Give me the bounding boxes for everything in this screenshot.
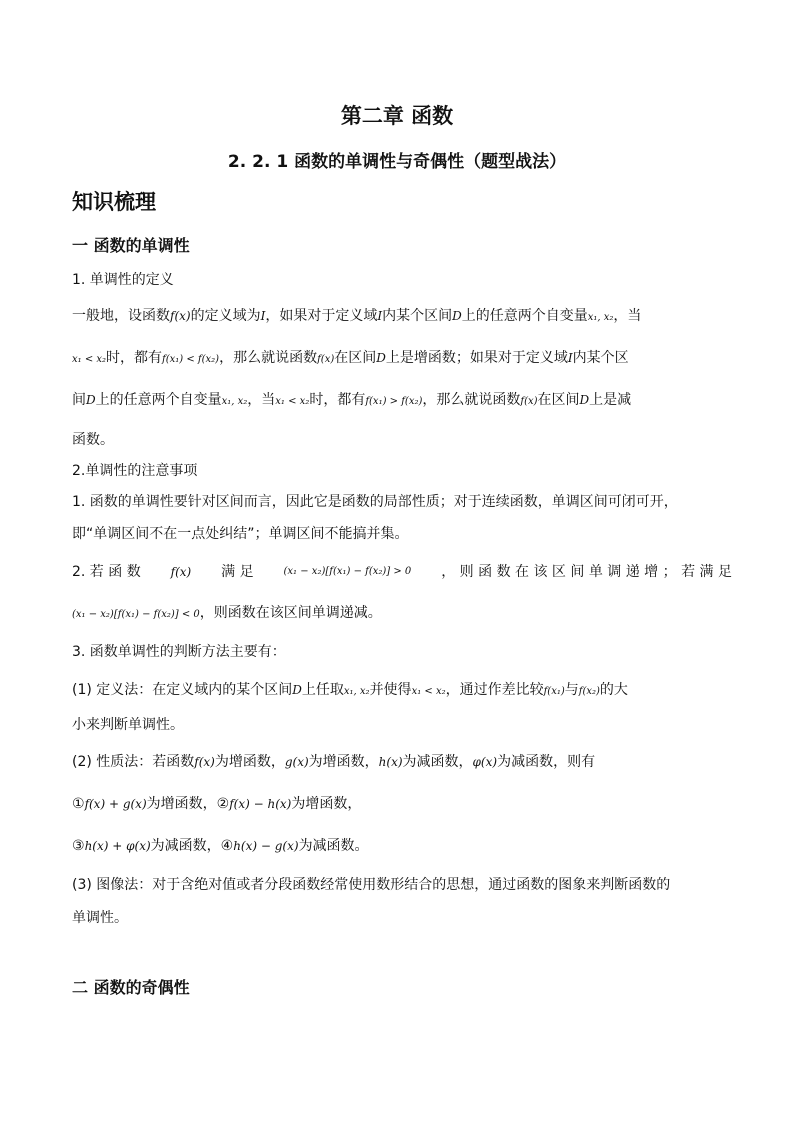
text: (1) 定义法：在定义域内的某个区间	[72, 682, 293, 698]
math-expression: f(x) + g(x)	[84, 797, 147, 811]
text: 的定义域为	[190, 308, 261, 324]
text: 满 足	[221, 564, 254, 580]
math-expression: h(x) − g(x)	[233, 839, 299, 853]
text: ③	[72, 838, 85, 854]
math-expression: f(x) − h(x)	[229, 797, 292, 811]
method-graph-line-1: (3) 图像法：对于含绝对值或者分段函数经常使用数形结合的思想，通过函数的图象来判断函数的	[72, 877, 671, 893]
math-expression: I	[377, 309, 383, 323]
text: 在区间	[334, 350, 377, 366]
definition-line-1	[72, 306, 641, 328]
text: 为减函数。	[298, 838, 369, 854]
text: 为增函数，	[291, 796, 362, 812]
note-2-line-2	[72, 603, 382, 625]
math-expression: f(x₁)	[543, 686, 565, 697]
text: ，那么就说函数	[219, 350, 318, 366]
note-1-line-2: 即“单调区间不在一点处纠结”；单调区间不能搞并集。	[72, 526, 409, 542]
math-expression: x₁ < x₂	[411, 686, 446, 697]
text: 为减函数，则有	[497, 754, 596, 770]
math-expression: f(x₁) > f(x₂)	[365, 396, 423, 407]
text: 间	[72, 392, 86, 408]
definition-line-2	[72, 348, 629, 370]
text: 上任取	[301, 682, 344, 698]
text: 上是减	[589, 392, 632, 408]
text: ， 则 函 数 在 该 区 间 单 调 递 增 ； 若 满 足	[441, 564, 732, 580]
math-expression: x₁, x₂	[221, 396, 248, 407]
heading-knowledge-summary: 知识梳理	[72, 190, 156, 214]
text: ，那么就说函数	[422, 392, 521, 408]
math-expression: x₁ < x₂	[72, 354, 107, 365]
math-expression: x₁ < x₂	[275, 396, 310, 407]
math-expression: D	[86, 393, 96, 407]
definition-label: 1. 单调性的定义	[72, 272, 174, 288]
property-rule-2	[72, 836, 369, 856]
chapter-title: 第二章 函数	[340, 104, 454, 128]
math-expression: x₁, x₂	[587, 312, 614, 323]
text: 内某个区间	[382, 308, 453, 324]
math-expression: f(x)	[194, 755, 215, 769]
method-property-line	[72, 752, 595, 772]
math-expression: f(x₁) < f(x₂)	[162, 354, 220, 365]
math-expression: f(x₂)	[578, 686, 600, 697]
text: 一般地，设函数	[72, 308, 170, 324]
text: 与	[564, 682, 579, 698]
text: ，当	[613, 308, 642, 324]
text: 时，都有	[106, 350, 163, 366]
math-expression: D	[376, 351, 386, 365]
text: 并使得	[369, 682, 412, 698]
math-expression: D	[579, 393, 590, 407]
definition-line-4: 函数。	[72, 432, 114, 448]
math-expression: D	[452, 309, 462, 323]
definition-line-3	[72, 390, 631, 412]
text: ，当	[247, 392, 276, 408]
math-expression: f(x)	[520, 396, 538, 407]
math-expression: f(x)	[317, 354, 335, 365]
text: (2) 性质法：若函数	[72, 754, 195, 770]
method-graph-line-2: 单调性。	[72, 910, 128, 926]
text: 为增函数，	[308, 754, 379, 770]
text: 的大	[599, 682, 628, 698]
math-expression: h(x)	[378, 755, 403, 769]
math-expression: x₁, x₂	[343, 686, 370, 697]
text: 上的任意两个自变量	[95, 392, 222, 408]
math-expression: f(x)	[170, 309, 191, 323]
text: 内某个区	[572, 350, 629, 366]
math-expression: I	[260, 309, 266, 323]
text: 时，都有	[309, 392, 366, 408]
heading-monotonicity: 一 函数的单调性	[72, 236, 190, 255]
heading-parity: 二 函数的奇偶性	[72, 978, 190, 997]
text: ，如果对于定义域	[265, 308, 378, 324]
note-2-line-1	[72, 562, 732, 582]
math-expression: f(x)	[170, 565, 192, 579]
text: ，则函数在该区间单调递减。	[199, 605, 382, 621]
text: ①	[72, 796, 85, 812]
math-expression: D	[292, 683, 302, 697]
math-expression: (x₁ − x₂)[f(x₁) − f(x₂)] > 0	[283, 566, 412, 577]
method-definition-line-1	[72, 680, 628, 702]
note-1-line-1: 1. 函数的单调性要针对区间而言，因此它是函数的局部性质；对于连续函数，单调区间可闭可开，	[72, 494, 678, 510]
text: 在区间	[537, 392, 580, 408]
text: 为减函数，④	[150, 838, 234, 854]
math-expression: φ(x)	[472, 755, 498, 769]
property-rule-1	[72, 794, 361, 814]
text: 为增函数，	[214, 754, 285, 770]
text: 为减函数，	[402, 754, 473, 770]
text: 上的任意两个自变量	[461, 308, 588, 324]
text: 2. 若 函 数	[72, 564, 141, 580]
text: ，通过作差比较	[445, 682, 544, 698]
note-3: 3. 函数单调性的判断方法主要有：	[72, 644, 286, 660]
notes-label: 2.单调性的注意事项	[72, 463, 198, 479]
math-expression: g(x)	[284, 755, 309, 769]
math-expression: h(x) + φ(x)	[84, 839, 151, 853]
method-definition-line-2: 小来判断单调性。	[72, 717, 184, 733]
math-expression: (x₁ − x₂)[f(x₁) − f(x₂)] < 0	[72, 609, 200, 620]
text: 上是增函数；如果对于定义域	[385, 350, 568, 366]
math-expression: I	[567, 351, 573, 365]
section-title: 2. 2. 1 函数的单调性与奇偶性（题型战法）	[227, 152, 567, 172]
text: 为增函数，②	[146, 796, 230, 812]
